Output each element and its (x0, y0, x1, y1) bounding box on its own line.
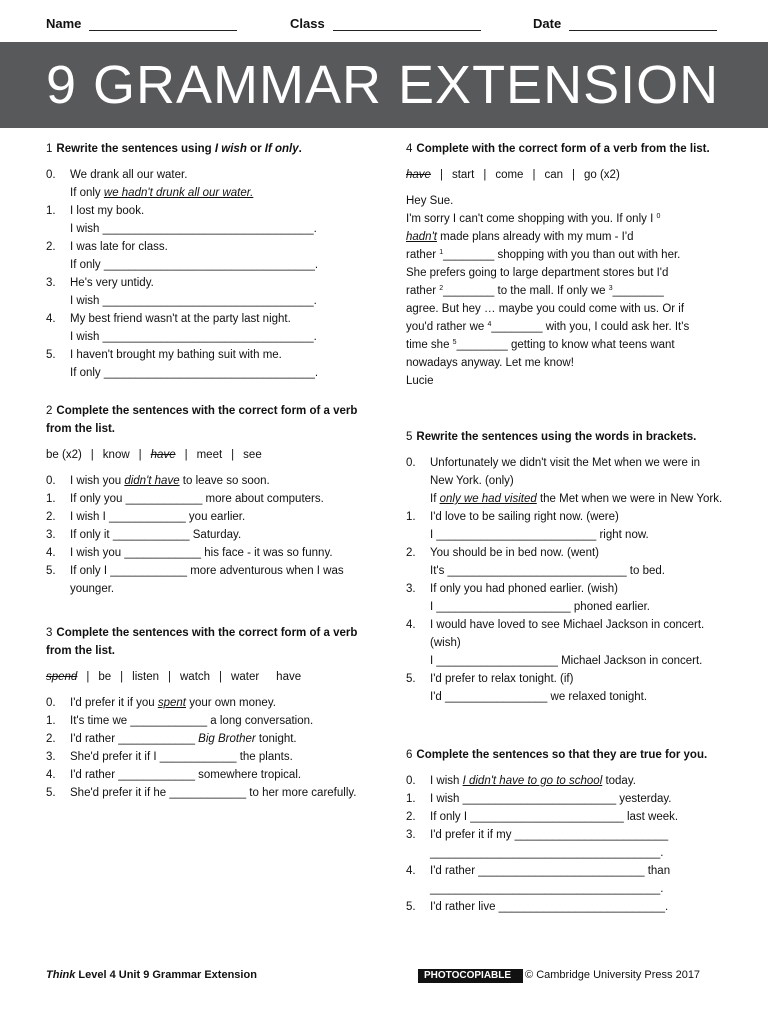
item-number: 4. (406, 619, 416, 631)
heading-text: or (246, 143, 265, 155)
exercise-2-heading (46, 402, 376, 438)
list-item[interactable] (46, 274, 376, 310)
item-text[interactable]: If only it ____________ Saturday. (70, 529, 242, 541)
list-item[interactable] (46, 712, 376, 730)
item-text: If (430, 493, 440, 505)
word: know (102, 449, 130, 461)
list-item[interactable] (46, 784, 376, 802)
letter-line: nowadays anyway. Let me know! (406, 357, 574, 369)
list-item (406, 454, 726, 508)
word: come (495, 169, 524, 181)
list-item (46, 694, 376, 712)
item-text[interactable]: I'd rather ____________ (70, 733, 199, 745)
letter-line: She prefers going to large department stores but I'd (406, 267, 669, 279)
letter-text-run: rather (406, 285, 440, 297)
item-text: Unfortunately we didn't visit the Met when we were in New York. (only) (430, 457, 701, 487)
word: meet (196, 449, 223, 461)
left-column (46, 140, 376, 802)
item-text: today. (602, 775, 636, 787)
letter-line[interactable] (406, 318, 726, 336)
word: can (544, 169, 563, 181)
class-label: Class (290, 16, 325, 31)
footer-unit: Level 4 Unit 9 Grammar Extension (75, 969, 257, 981)
class-field[interactable] (290, 16, 481, 31)
class-line[interactable] (333, 17, 481, 31)
list-item[interactable] (406, 508, 726, 544)
name-label: Name (46, 16, 82, 31)
list-item[interactable] (46, 562, 376, 598)
item-number: 5. (406, 901, 416, 913)
item-text: If only you had phoned earlier. (wish) (430, 583, 618, 595)
heading-text: Rewrite the sentences using the words in brackets. (416, 431, 697, 443)
letter-signature: Lucie (406, 375, 434, 387)
item-answer (430, 490, 726, 508)
list-item[interactable] (406, 898, 726, 916)
item-number: 3. (46, 277, 56, 289)
item-number: 3. (46, 529, 56, 541)
date-field[interactable] (533, 16, 717, 31)
heading-text: Rewrite the sentences using (56, 143, 215, 155)
item-number: 5. (46, 349, 56, 361)
exercise-number: 3 (46, 627, 53, 639)
word: watch (180, 671, 211, 683)
item-text[interactable]: I'd rather ____________ somewhere tropical. (70, 769, 302, 781)
item-text: I'd prefer it if you (70, 697, 158, 709)
example-answer: didn't have (124, 475, 180, 487)
answer-blank[interactable]: ________ shopping with you than out with her. (443, 249, 681, 261)
gap-number: 2 (439, 285, 444, 292)
answer-blank[interactable]: I'd ________________ we relaxed tonight. (430, 691, 648, 703)
item-number: 5. (46, 565, 56, 577)
item-text: I wish (430, 775, 463, 787)
list-item[interactable] (406, 808, 726, 826)
word: listen (132, 671, 159, 683)
example-answer: I didn't have to go to school (462, 775, 603, 787)
list-item[interactable] (46, 544, 376, 562)
answer-blank[interactable]: ________ (612, 285, 664, 297)
word-used: have (150, 449, 176, 461)
item-text[interactable]: It's time we ____________ a long conversation. (70, 715, 314, 727)
footer-brand: Think (46, 969, 76, 981)
item-number: 0. (46, 475, 56, 487)
gap-number: 0 (656, 213, 661, 220)
exercise-3-heading (46, 624, 376, 660)
heading-text: Complete the sentences with the correct form of a verb from the list. (46, 627, 358, 657)
list-item[interactable] (406, 790, 726, 808)
item-text: I would have loved to see Michael Jackson in concert. (wish) (430, 619, 705, 649)
letter-text-run: you'd rather we (406, 321, 488, 333)
heading-italic: I wish (214, 143, 247, 155)
item-text: I haven't brought my bathing suit with me. (70, 349, 282, 361)
exercise-5-heading (406, 428, 726, 446)
word-list: have | start | come | can | go (x2) (406, 169, 620, 181)
item-number: 0. (46, 169, 56, 181)
list-item[interactable] (406, 544, 726, 580)
exercise-number: 6 (406, 749, 413, 761)
letter-line (406, 210, 726, 228)
list-item[interactable] (46, 508, 376, 526)
item-number: 1. (46, 715, 56, 727)
item-number: 1. (46, 205, 56, 217)
exercise-1-heading (46, 140, 376, 158)
item-number: 4. (46, 313, 56, 325)
gap-number: 1 (439, 249, 444, 256)
exercise-number: 1 (46, 143, 53, 155)
item-number: 2. (46, 733, 56, 745)
item-text[interactable]: She'd prefer it if he ____________ to her more carefully. (70, 787, 357, 799)
answer-blank[interactable]: ________ getting to know what teens want (456, 339, 675, 351)
letter-line: agree. But hey … maybe you could come with us. Or if (406, 303, 685, 315)
item-text: We drank all our water. (70, 169, 188, 181)
item-text: your own money. (186, 697, 276, 709)
item-number: 3. (406, 583, 416, 595)
answer-blank[interactable]: If only _________________________________. (70, 259, 319, 271)
footer-left (46, 969, 257, 981)
list-item[interactable] (406, 826, 726, 862)
heading-text: . (298, 143, 302, 155)
item-text[interactable]: I'd prefer it if my ________________________ (430, 829, 669, 841)
list-item[interactable] (406, 670, 726, 706)
item-number: 2. (46, 511, 56, 523)
word: be (98, 671, 112, 683)
item-text: I lost my book. (70, 205, 145, 217)
list-item[interactable] (46, 526, 376, 544)
list-item[interactable] (46, 490, 376, 508)
item-number: 2. (406, 811, 416, 823)
copyright-text: © Cambridge University Press 2017 (525, 969, 701, 981)
list-item[interactable] (46, 766, 376, 784)
item-number: 0. (46, 697, 56, 709)
word-list: spend | be | listen | watch | water have (46, 671, 302, 683)
item-italic: Big Brother (198, 733, 256, 745)
heading-text: Complete the sentences so that they are true for you. (416, 749, 708, 761)
item-number: 4. (46, 769, 56, 781)
exercise-6-heading (406, 746, 726, 764)
word: have (276, 671, 302, 683)
item-text[interactable]: If only I ________________________ last week. (430, 811, 679, 823)
item-number: 4. (406, 865, 416, 877)
list-item (406, 772, 726, 790)
right-column (406, 140, 726, 916)
title-banner (0, 42, 768, 128)
exercise-4 (406, 140, 726, 428)
name-line[interactable] (89, 17, 237, 31)
heading-italic: If only (264, 143, 299, 155)
list-item (46, 166, 376, 202)
exercise-3 (46, 624, 376, 802)
gap-number: 3 (608, 285, 613, 292)
photocopiable-badge: PHOTOCOPIABLE (418, 969, 523, 983)
letter-line[interactable] (406, 282, 726, 300)
list-item[interactable] (46, 310, 376, 346)
list-item[interactable] (46, 238, 376, 274)
item-number: 5. (406, 673, 416, 685)
item-text: I'd love to be sailing right now. (were) (430, 511, 619, 523)
letter-text-run: rather (406, 249, 440, 261)
page-footer (46, 966, 726, 984)
letter-line[interactable] (406, 246, 726, 264)
letter-text-run: made plans already with my mum - I'd (436, 231, 634, 243)
letter-text-run: I'm sorry I can't come shopping with you. If only I (406, 213, 657, 225)
letter-line (406, 228, 726, 246)
answer-blank[interactable]: ____________________________________. (430, 847, 664, 859)
item-text[interactable]: I'd rather live __________________________. (430, 901, 669, 913)
heading-text: Complete with the correct form of a verb from the list. (416, 143, 710, 155)
item-text[interactable]: If only I ____________ more adventurous when I was younger. (70, 565, 344, 595)
item-number: 1. (406, 511, 416, 523)
exercise-4-heading (406, 140, 726, 158)
exercise-number: 4 (406, 143, 413, 155)
item-text: tonight. (255, 733, 297, 745)
item-number: 0. (406, 457, 416, 469)
word: start (451, 169, 475, 181)
date-label: Date (533, 16, 562, 31)
list-item[interactable] (406, 862, 726, 898)
answer-blank[interactable]: I _________________________ right now. (430, 529, 649, 541)
word-used: spend (46, 671, 78, 683)
list-item[interactable] (46, 748, 376, 766)
example-answer: we hadn't drunk all our water. (103, 187, 254, 199)
exercise-5 (406, 428, 726, 746)
item-text: I'd prefer to relax tonight. (if) (430, 673, 574, 685)
item-number: 5. (46, 787, 56, 799)
item-text[interactable]: I wish you ____________ his face - it was so funny. (70, 547, 333, 559)
item-number: 0. (406, 775, 416, 787)
item-text[interactable]: She'd prefer it if I ____________ the plants. (70, 751, 293, 763)
item-text: I was late for class. (70, 241, 168, 253)
item-text[interactable]: If only you ____________ more about computers. (70, 493, 324, 505)
letter-greeting: Hey Sue. (406, 195, 454, 207)
item-answer (70, 184, 376, 202)
student-info-fields (0, 14, 768, 36)
item-text: I wish you (70, 475, 125, 487)
letter-text-run: time she (406, 339, 453, 351)
word: be (x2) (46, 449, 82, 461)
heading-text: Complete the sentences with the correct form of a verb from the list. (46, 405, 358, 435)
word: water (231, 671, 260, 683)
name-field[interactable] (46, 16, 237, 31)
example-answer: only we had visited (439, 493, 537, 505)
item-text[interactable]: I wish ________________________ yesterday. (430, 793, 672, 805)
item-number: 2. (406, 547, 416, 559)
word: see (243, 449, 262, 461)
item-number: 1. (46, 493, 56, 505)
item-text: My best friend wasn't at the party last night. (70, 313, 291, 325)
item-text[interactable]: I'd rather __________________________ than (430, 865, 671, 877)
list-item[interactable] (46, 202, 376, 238)
word-list: be (x2) | know | have | meet | see (46, 449, 262, 461)
answer-blank[interactable]: I wish _________________________________. (70, 295, 317, 307)
answer-blank[interactable]: It's ____________________________ to bed. (430, 565, 665, 577)
answer-blank[interactable]: I _____________________ phoned earlier. (430, 601, 650, 613)
item-text: He's very untidy. (70, 277, 154, 289)
item-number: 1. (406, 793, 416, 805)
item-text: the Met when we were in New York. (536, 493, 723, 505)
list-item[interactable] (46, 346, 376, 382)
list-item (46, 472, 376, 490)
answer-blank[interactable]: I ___________________ Michael Jackson in concert. (430, 655, 703, 667)
answer-blank[interactable]: I wish _________________________________. (70, 223, 317, 235)
answer-blank[interactable]: I wish _________________________________. (70, 331, 317, 343)
letter-line[interactable] (406, 336, 726, 354)
page-title: 9 GRAMMAR EXTENSION (46, 55, 720, 115)
exercise-number: 2 (46, 405, 53, 417)
item-text[interactable]: I wish I ____________ you earlier. (70, 511, 246, 523)
letter-text (406, 192, 726, 390)
exercise-1 (46, 140, 376, 402)
item-number: 4. (46, 547, 56, 559)
list-item[interactable] (406, 580, 726, 616)
footer-right (418, 966, 700, 984)
item-number: 3. (406, 829, 416, 841)
exercise-number: 5 (406, 431, 413, 443)
item-number: 3. (46, 751, 56, 763)
item-text: You should be in bed now. (went) (430, 547, 600, 559)
item-number: 2. (46, 241, 56, 253)
list-item[interactable] (46, 730, 376, 748)
word: go (x2) (583, 169, 620, 181)
date-line[interactable] (569, 17, 717, 31)
item-text: If only (70, 187, 104, 199)
example-answer: spent (157, 697, 186, 709)
exercise-6 (406, 746, 726, 916)
gap-number: 4 (487, 321, 492, 328)
list-item[interactable] (406, 616, 726, 670)
word-used: have (406, 169, 431, 181)
answer-blank[interactable]: ________ with you, I could ask her. It's (491, 321, 690, 333)
answer-blank[interactable]: ____________________________________. (430, 883, 664, 895)
answer-blank[interactable]: If only _________________________________. (70, 367, 319, 379)
example-answer: hadn't (406, 231, 437, 243)
answer-blank[interactable]: ________ to the mall. If only we (443, 285, 609, 297)
item-text: to leave so soon. (179, 475, 270, 487)
gap-number: 5 (452, 339, 457, 346)
exercise-2 (46, 402, 376, 624)
